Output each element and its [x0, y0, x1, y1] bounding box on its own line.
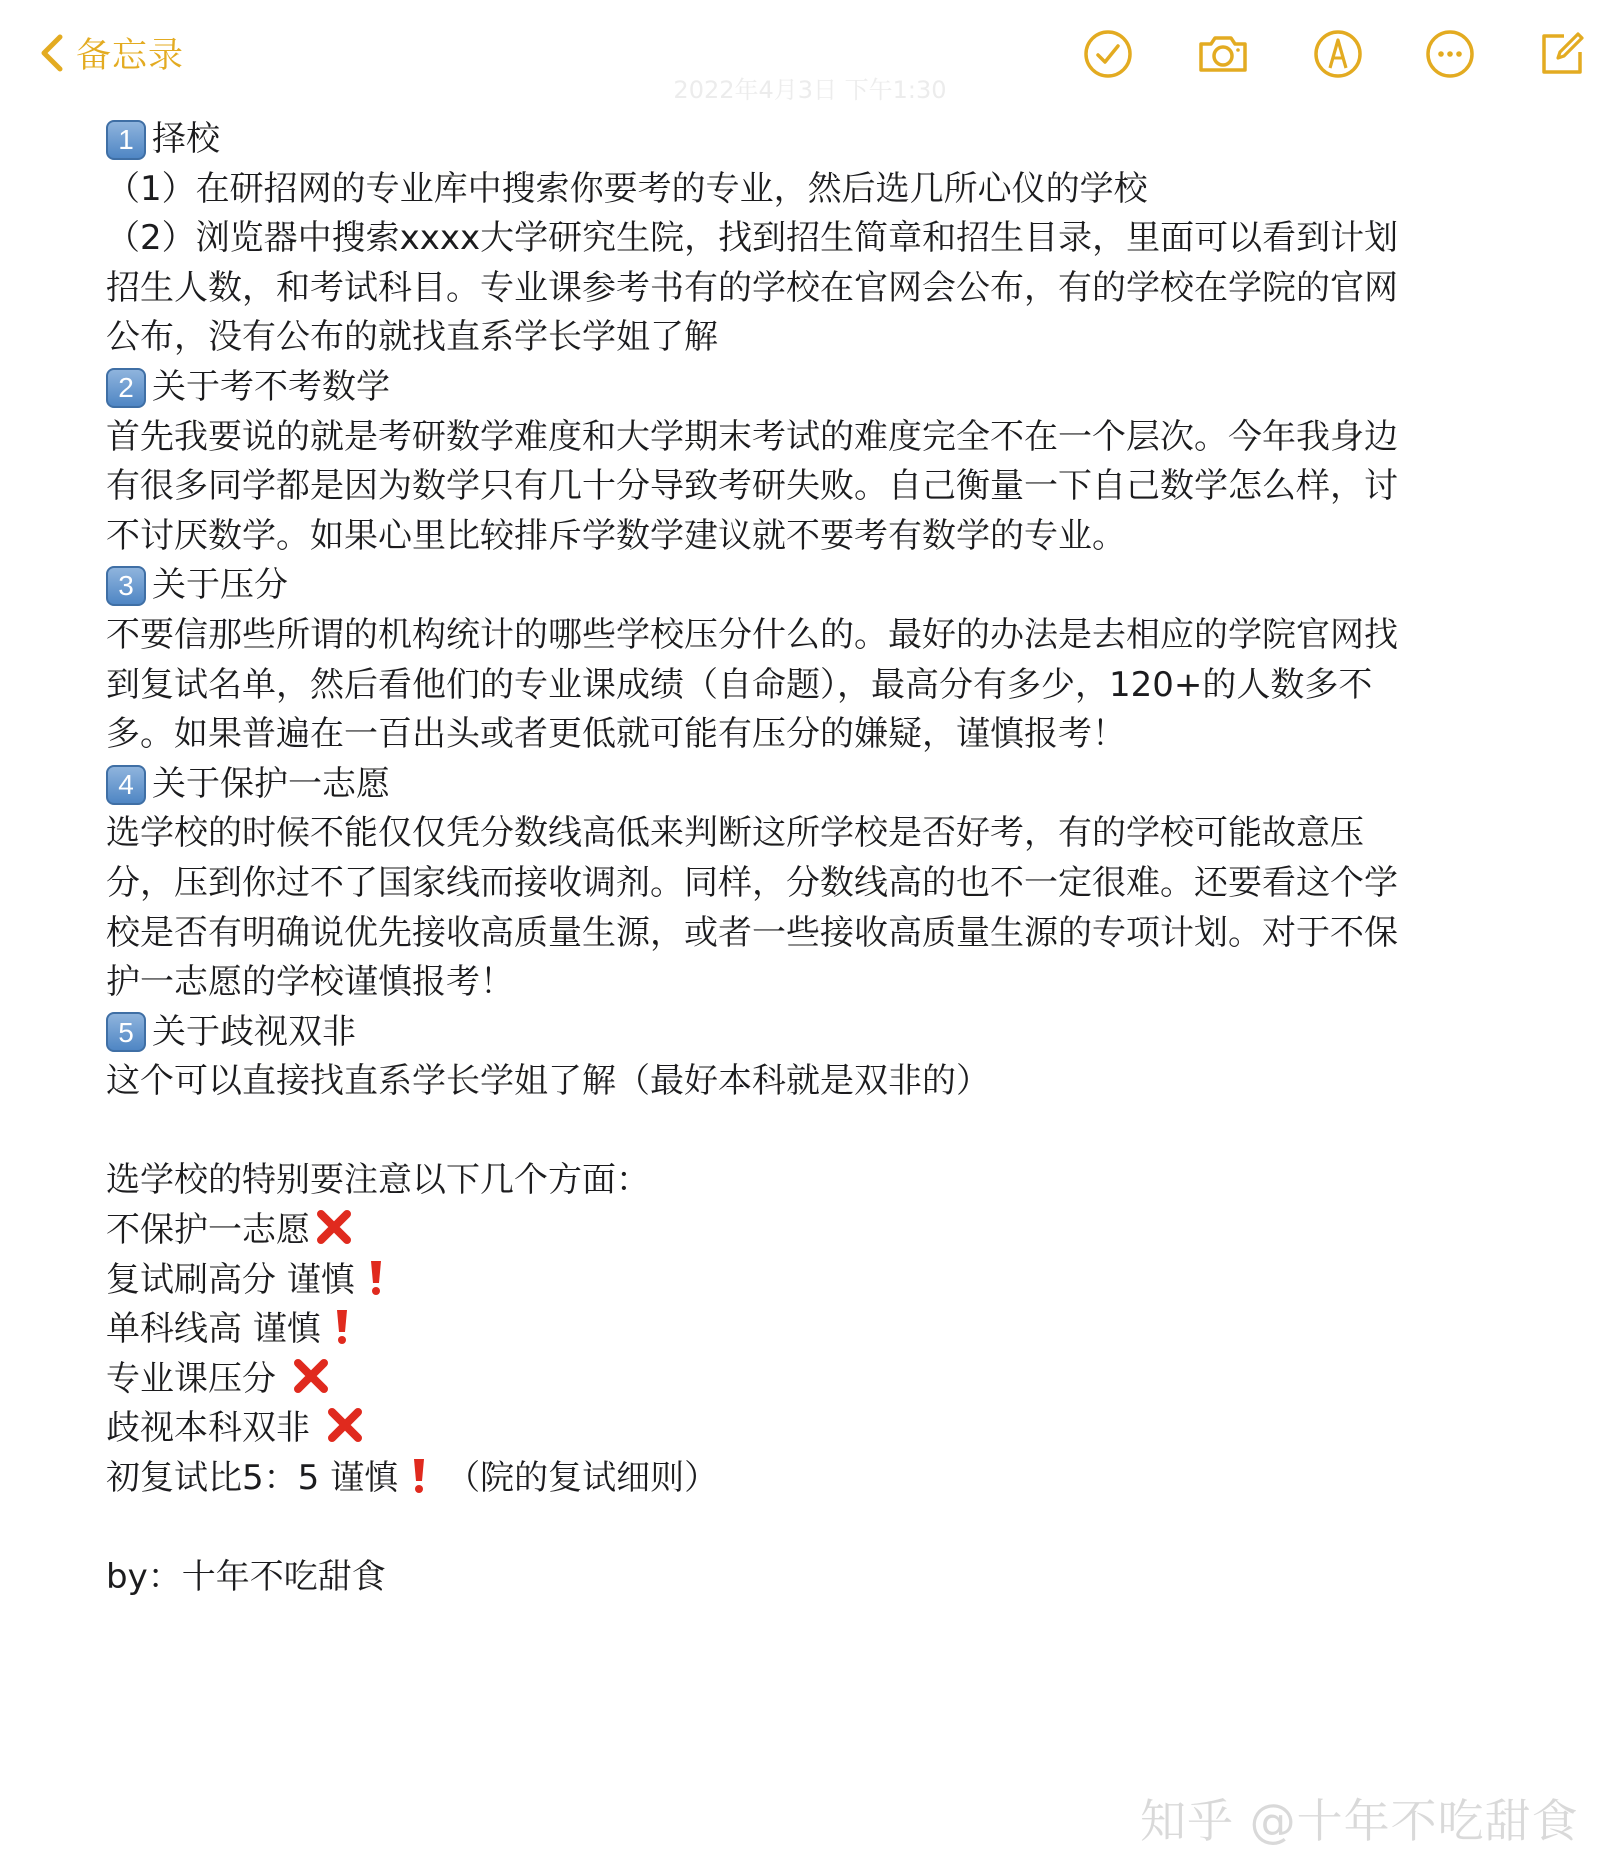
summary-title: 选学校的特别要注意以下几个方面：: [106, 1160, 650, 1201]
checklist-button[interactable]: [1080, 26, 1136, 82]
more-button[interactable]: [1422, 26, 1478, 82]
cross-mark-icon: [325, 1405, 365, 1445]
body-line: 护一志愿的学校谨慎报考！: [106, 962, 514, 1003]
blank-line: [106, 1504, 1506, 1554]
exclamation-mark-icon: [365, 1257, 387, 1297]
body-line: 校是否有明确说优先接收高质量生源，或者一些接收高质量生源的专项计划。对于不保: [106, 912, 1398, 953]
checkmark-circle-icon: [1080, 26, 1136, 82]
markup-button[interactable]: [1310, 26, 1366, 82]
summary-item: [106, 1256, 1506, 1306]
body-line: 多。如果普遍在一百出头或者更低就可能有压分的嫌疑，谨慎报考！: [106, 714, 1126, 755]
summary-text: 单科线高 谨慎: [106, 1309, 321, 1350]
section-title: 关于考不考数学: [152, 366, 390, 407]
summary-item: [106, 1404, 1506, 1454]
cross-mark-icon: [291, 1356, 331, 1396]
section-3: [106, 561, 1506, 759]
section-heading: [106, 115, 1506, 165]
body-line: 首先我要说的就是考研数学难度和大学期末考试的难度完全不在一个层次。今年我身边: [106, 416, 1398, 457]
summary-item: [106, 1206, 1506, 1256]
note-body[interactable]: [106, 115, 1506, 1603]
ellipsis-circle-icon: [1422, 26, 1478, 82]
section-title: 择校: [152, 119, 220, 159]
exclamation-mark-icon: [331, 1306, 353, 1346]
section-heading: [106, 1008, 1506, 1058]
body-line: 分，压到你过不了国家线而接收调剂。同样，分数线高的也不一定很难。还要看这个学: [106, 862, 1398, 903]
summary-text: 初复试比5：5 谨慎: [106, 1458, 399, 1499]
section-title: 关于歧视双非: [152, 1011, 356, 1052]
section-heading: [106, 760, 1506, 810]
summary-text: 复试刷高分 谨慎: [106, 1259, 355, 1300]
keycap-number-icon: 5: [106, 1012, 146, 1052]
signature: by：十年不吃甜食: [106, 1557, 386, 1598]
body-line: （2）浏览器中搜索xxxx大学研究生院，找到招生简章和招生目录，里面可以看到计划: [106, 218, 1399, 259]
compose-icon: [1534, 26, 1590, 82]
body-line: 招生人数，和考试科目。专业课参考书有的学校在官网会公布，有的学校在学院的官网: [106, 267, 1398, 308]
section-heading: [106, 561, 1506, 611]
body-line: 有很多同学都是因为数学只有几十分导致考研失败。自己衡量一下自己数学怎么样，讨: [106, 466, 1398, 507]
summary-item: [106, 1355, 1506, 1405]
summary-suffix: （院的复试细则）: [446, 1458, 719, 1499]
body-line: （1）在研招网的专业库中搜索你要考的专业，然后选几所心仪的学校: [106, 168, 1148, 209]
exclamation-mark-icon: [408, 1455, 430, 1495]
section-4: [106, 760, 1506, 1008]
section-title: 关于压分: [152, 565, 288, 606]
section-title: 关于保护一志愿: [152, 763, 390, 804]
summary-text: 不保护一志愿: [106, 1210, 310, 1251]
keycap-number-icon: 3: [106, 566, 146, 606]
body-line: 公布，没有公布的就找直系学长学姐了解: [106, 317, 718, 358]
blank-line: [106, 1107, 1506, 1157]
compose-button[interactable]: [1534, 26, 1590, 82]
zhihu-watermark: 知乎 @十年不吃甜食: [1140, 1794, 1579, 1848]
section-2: [106, 363, 1506, 561]
back-label: 备忘录: [76, 36, 185, 76]
camera-button[interactable]: [1195, 26, 1251, 82]
note-date: 2022年4月3日 下午1:30: [673, 76, 947, 104]
summary-text: 歧视本科双非: [106, 1408, 321, 1449]
section-5: [106, 1008, 1506, 1107]
body-line: 选学校的时候不能仅仅凭分数线高低来判断这所学校是否好考，有的学校可能故意压: [106, 813, 1364, 854]
section-1: [106, 115, 1506, 363]
camera-icon: [1195, 26, 1251, 82]
note-toolbar: [0, 0, 1620, 110]
body-line: 到复试名单，然后看他们的专业课成绩（自命题），最高分有多少，120+的人数多不: [106, 664, 1373, 705]
keycap-number-icon: 4: [106, 765, 146, 805]
cross-mark-icon: [314, 1207, 354, 1247]
summary-text: 专业课压分: [106, 1358, 287, 1399]
keycap-number-icon: 2: [106, 368, 146, 408]
body-line: 这个可以直接找直系学长学姐了解（最好本科就是双非的）: [106, 1061, 990, 1102]
markup-pen-icon: [1310, 26, 1366, 82]
summary-item: [106, 1454, 1506, 1504]
keycap-number-icon: 1: [106, 120, 146, 160]
section-heading: [106, 363, 1506, 413]
body-line: 不要信那些所谓的机构统计的哪些学校压分什么的。最好的办法是去相应的学院官网找: [106, 614, 1398, 655]
chevron-left-icon: [38, 31, 66, 75]
summary-item: [106, 1305, 1506, 1355]
body-line: 不讨厌数学。如果心里比较排斥学数学建议就不要考有数学的专业。: [106, 515, 1126, 556]
